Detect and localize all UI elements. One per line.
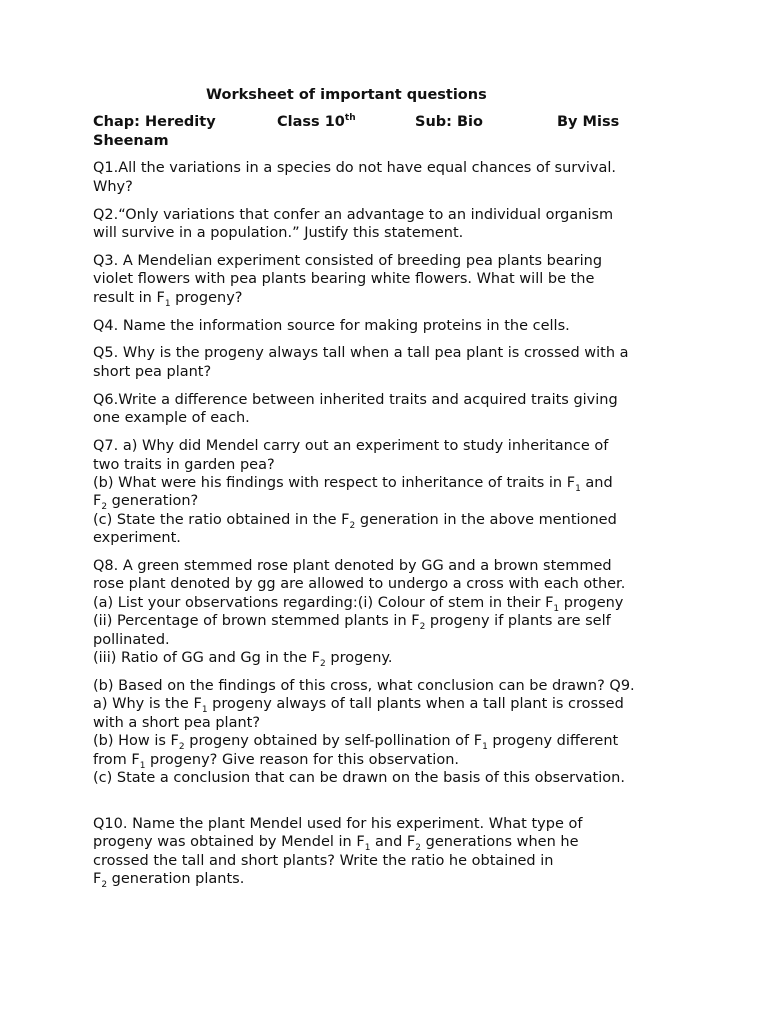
question-9	[93, 677, 683, 787]
question-line	[93, 492, 683, 513]
subscript: 1	[553, 603, 560, 614]
text-run: F	[93, 493, 102, 510]
subscript: 2	[349, 520, 356, 531]
question-8	[93, 557, 683, 667]
question-10	[93, 815, 683, 889]
question-line: Q3. A Mendelian experiment consisted of breeding pea plants bearing	[93, 252, 603, 269]
question-line	[93, 474, 683, 492]
text-run: progeny?	[170, 289, 243, 306]
question-line	[93, 511, 683, 529]
subscript: 1	[482, 742, 488, 753]
text-run: progeny different	[487, 733, 619, 750]
class-text: Class 10	[277, 114, 345, 131]
text-run: generation plants.	[107, 871, 245, 888]
question-7	[93, 437, 683, 547]
question-5	[93, 344, 683, 381]
text-run: F	[93, 871, 102, 888]
text-run: progeny obtained by self-pollination of F	[184, 733, 483, 750]
question-line	[93, 833, 683, 854]
text-run: (b) How is F	[93, 733, 179, 750]
question-4	[93, 317, 683, 335]
worksheet-page	[93, 86, 683, 898]
question-line: two traits in garden pea?	[93, 456, 275, 473]
question-line: with a short pea plant?	[93, 714, 261, 731]
text-run: (iii) Ratio of GG and Gg in the F	[93, 650, 321, 667]
question-line: will survive in a population.” Justify this statement.	[93, 224, 464, 241]
text-run: progeny? Give reason for this observation.	[145, 751, 459, 768]
question-line	[93, 289, 683, 307]
subscript: 1	[201, 705, 208, 716]
question-line	[93, 870, 683, 891]
question-line: Q10. Name the plant Mendel used for his experiment. What type of	[93, 815, 583, 832]
question-line: (b) Based on the findings of this cross, what conclusion can be drawn? Q9.	[93, 677, 635, 694]
text-run: progeny always of tall plants when a tall plant is crossed	[207, 696, 624, 713]
blank-line	[93, 797, 683, 815]
question-line: experiment.	[93, 530, 181, 547]
worksheet-title: Worksheet of important questions	[206, 87, 487, 103]
text-run: and F	[370, 834, 416, 851]
text-run: and	[580, 474, 613, 491]
question-line: Q5. Why is the progeny always tall when a tall pea plant is crossed with a	[93, 345, 629, 362]
subscript: 2	[419, 622, 426, 633]
text-run: from F	[93, 751, 140, 768]
question-line: rose plant denoted by gg are allowed to undergo a cross with each other.	[93, 576, 626, 593]
question-line: Why?	[93, 178, 133, 195]
subscript: 1	[364, 843, 371, 854]
question-line: short pea plant?	[93, 363, 212, 380]
text-run: result in F	[93, 289, 165, 306]
text-run: a) Why is the F	[93, 696, 202, 713]
author-label: By Miss	[557, 114, 620, 131]
question-3	[93, 252, 683, 307]
question-line: Q8. A green stemmed rose plant denoted by GG and a brown stemmed	[93, 558, 612, 575]
question-line: one example of each.	[93, 410, 250, 427]
text-run: progeny if plants are self	[425, 613, 611, 630]
subject-label: Sub: Bio	[415, 114, 483, 131]
text-run: progeny.	[325, 650, 393, 667]
class-label	[277, 113, 415, 131]
question-line: Q4. Name the information source for making proteins in the cells.	[93, 317, 570, 334]
question-line: Q6.Write a difference between inherited traits and acquired traits giving	[93, 391, 618, 408]
question-line	[93, 649, 683, 667]
question-line: Q2.“Only variations that confer an advantage to an individual organism	[93, 206, 614, 223]
subscript: 2	[320, 658, 326, 669]
text-run: progeny was obtained by Mendel in F	[93, 834, 365, 851]
text-run: (c) State the ratio obtained in the F	[93, 511, 350, 528]
question-2	[93, 206, 683, 243]
subscript: 1	[575, 483, 581, 494]
question-line: violet flowers with pea plants bearing white flowers. What will be the	[93, 271, 595, 288]
text-run: (a) List your observations regarding:(i) Colour of stem in their F	[93, 594, 554, 611]
chapter-label: Chap: Heredity	[93, 114, 216, 131]
question-line	[93, 594, 683, 612]
question-1	[93, 159, 683, 196]
question-line: Q7. a) Why did Mendel carry out an experiment to study inheritance of	[93, 438, 609, 455]
subscript: 2	[178, 742, 185, 753]
question-line	[93, 695, 683, 716]
subscript: 2	[101, 502, 108, 513]
subscript: 2	[415, 843, 421, 854]
question-line	[93, 732, 683, 753]
question-line: crossed the tall and short plants? Write the ratio he obtained in	[93, 852, 554, 869]
question-6	[93, 391, 683, 428]
subscript: 1	[139, 760, 146, 771]
question-line	[93, 751, 683, 769]
question-line: pollinated.	[93, 631, 170, 648]
question-line: Q1.All the variations in a species do not have equal chances of survival.	[93, 160, 616, 177]
text-run: (b) What were his findings with respect to inheritance of traits in F	[93, 474, 576, 491]
text-run: (ii) Percentage of brown stemmed plants in F	[93, 613, 420, 630]
question-line: (c) State a conclusion that can be drawn on the basis of this observation.	[93, 770, 625, 786]
text-run: progeny	[559, 594, 624, 611]
subscript: 1	[164, 298, 171, 309]
teacher-name: Sheenam	[93, 132, 169, 149]
question-line	[93, 612, 683, 633]
text-run: generations when he	[421, 834, 579, 851]
text-run: generation in the above mentioned	[355, 511, 617, 528]
class-superscript: th	[344, 113, 356, 124]
text-run: generation?	[107, 493, 199, 510]
subscript: 2	[101, 880, 108, 891]
worksheet-header	[93, 113, 683, 150]
